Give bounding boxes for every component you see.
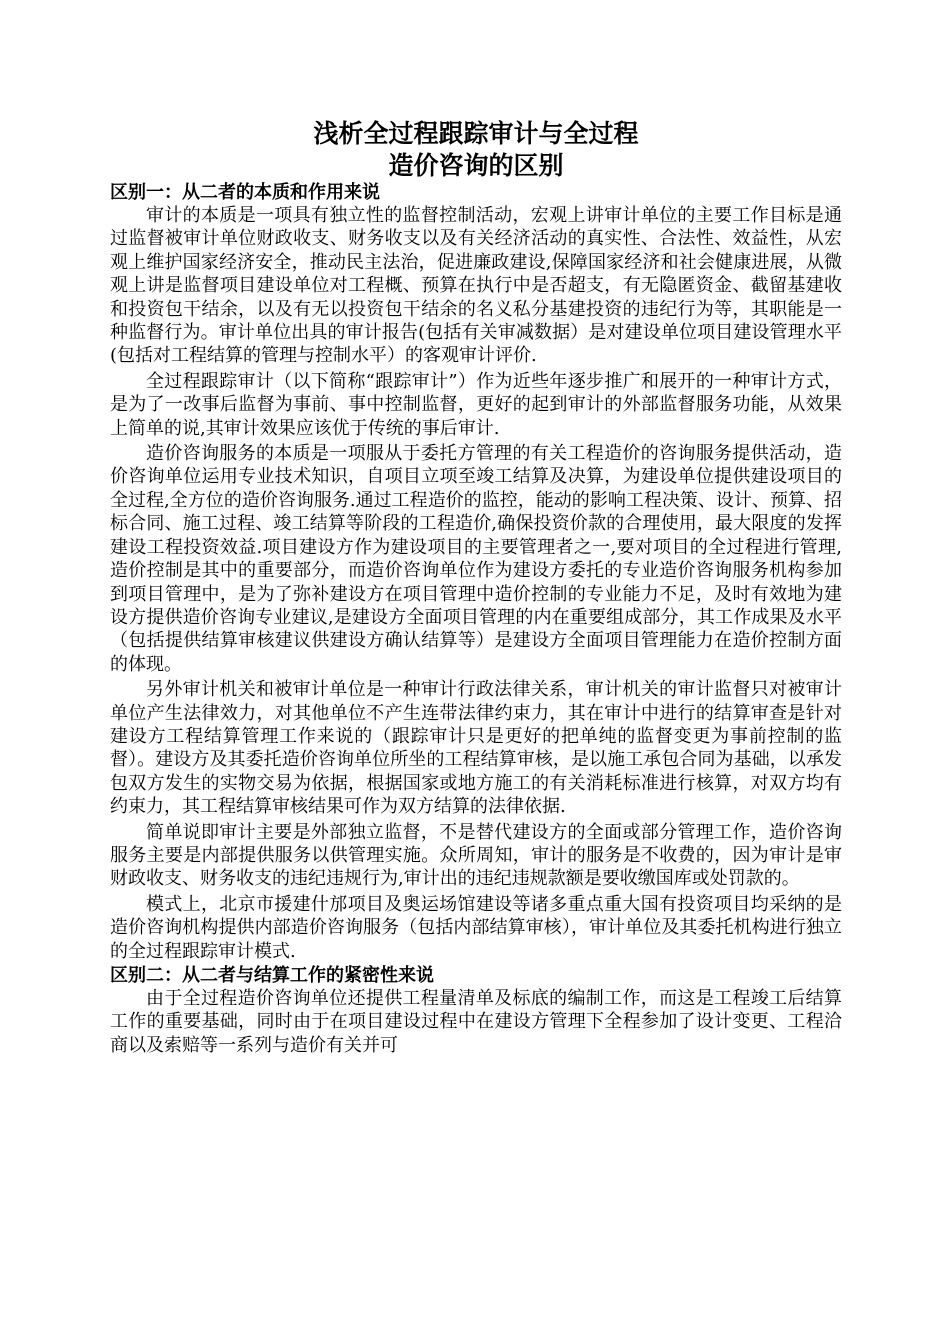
paragraph: 模式上，北京市援建什邡项目及奥运场馆建设等诸多重点重大国有投资项目均采纳的是造价咨询机构提供内部造价咨询服务（包括内部结算审核），审计单位及其委托机构进行独立的全过程跟踪审计模式. bbox=[110, 893, 842, 962]
section-heading-1: 区别一：从二者的本质和作用来说 bbox=[110, 182, 380, 203]
paragraph: 审计的本质是一项具有独立性的监督控制活动，宏观上讲审计单位的主要工作目标是通过监督被审计单位财政收支、财务收支以及有关经济活动的真实性、合法性、效益性，从宏观上维护国家经济安全，推动民主法治，促进廉政建设,保障国家经济和社会健康进展，从微观上讲是监督项目建设单位对工程概、预算在执行中是否超支，有无隐匿资金、截留基建收和投资包干结余，以及有无以投资包干结余的名义私分基建投资的违纪行为等，其职能是一种监督行为。审计单位出具的审计报告(包括有关审减数据）是对建设单位项目建设管理水平(包括对工程结算的管理与控制水平）的客观审计评价. bbox=[110, 205, 842, 367]
paragraph: 简单说即审计主要是外部独立监督，不是替代建设方的全面或部分管理工作，造价咨询服务主要是内部提供服务以供管理实施。众所周知，审计的服务是不收费的，因为审计是审财政收支、财务收支的违纪违规行为,审计出的违纪违规款额是要收缴国库或处罚款的。 bbox=[110, 821, 842, 890]
paragraph: 全过程跟踪审计（以下简称“跟踪审计”）作为近些年逐步推广和展开的一种审计方式，是为了一改事后监督为事前、事中控制监督，更好的起到审计的外部监督服务功能，从效果上简单的说,其审计效果应该优于传统的事后审计. bbox=[110, 370, 842, 439]
paragraph: 由于全过程造价咨询单位还提供工程量清单及标底的编制工作，而这是工程竣工后结算工作的重要基础，同时由于在项目建设过程中在建设方管理下全程参加了设计变更、工程洽商以及索赔等一系列与造价有关并可 bbox=[110, 988, 842, 1056]
title-line-1: 浅析全过程跟踪审计与全过程 bbox=[313, 119, 639, 148]
paragraph: 另外审计机关和被审计单位是一种审计行政法律关系，审计机关的审计监督只对被审计单位产生法律效力，对其他单位不产生连带法律约束力，其在审计中进行的结算审查是针对建设方工程结算管理工作来说的（跟踪审计只是更好的把单纯的监督变更为事前控制的监督）。建设方及其委托造价咨询单位所坐的工程结算审核，是以施工承包合同为基础，以承发包双方发生的实物交易为依据，根据国家或地方施工的有关消耗标准进行核算，对双方均有约束力，其工程结算审核结果可作为双方结算的法律依据. bbox=[110, 679, 842, 818]
paragraph: 造价咨询服务的本质是一项服从于委托方管理的有关工程造价的咨询服务提供活动，造价咨询单位运用专业技术知识，自项目立项至竣工结算及决算，为建设单位提供建设项目的全过程,全方位的造价咨询服务.通过工程造价的监控，能动的影响工程决策、设计、预算、招标合同、施工过程、竣工结算等阶段的工程造价,确保投资价款的合理使用，最大限度的发挥建设工程投资效益.项目建设方作为建设项目的主要管理者之一,要对项目的全过程进行管理,造价控制是其中的重要部分，而造价咨询单位作为建设方委托的专业造价咨询服务机构参加到项目管理中，是为了弥补建设方在项目管理中造价控制的专业能力不足，及时有效地为建设方提供造价咨询专业建议,是建设方全面项目管理的内在重要组成部分，其工作成果及水平（包括提供结算审核建议供建设方确认结算等）是建设方全面项目管理能力在造价控制方面的体现。 bbox=[110, 443, 842, 675]
document-page bbox=[110, 118, 842, 1059]
title-line-2: 造价咨询的区别 bbox=[388, 151, 564, 180]
document-title bbox=[110, 118, 842, 182]
section-heading-2: 区别二：从二者与结算工作的紧密性来说 bbox=[110, 965, 434, 986]
